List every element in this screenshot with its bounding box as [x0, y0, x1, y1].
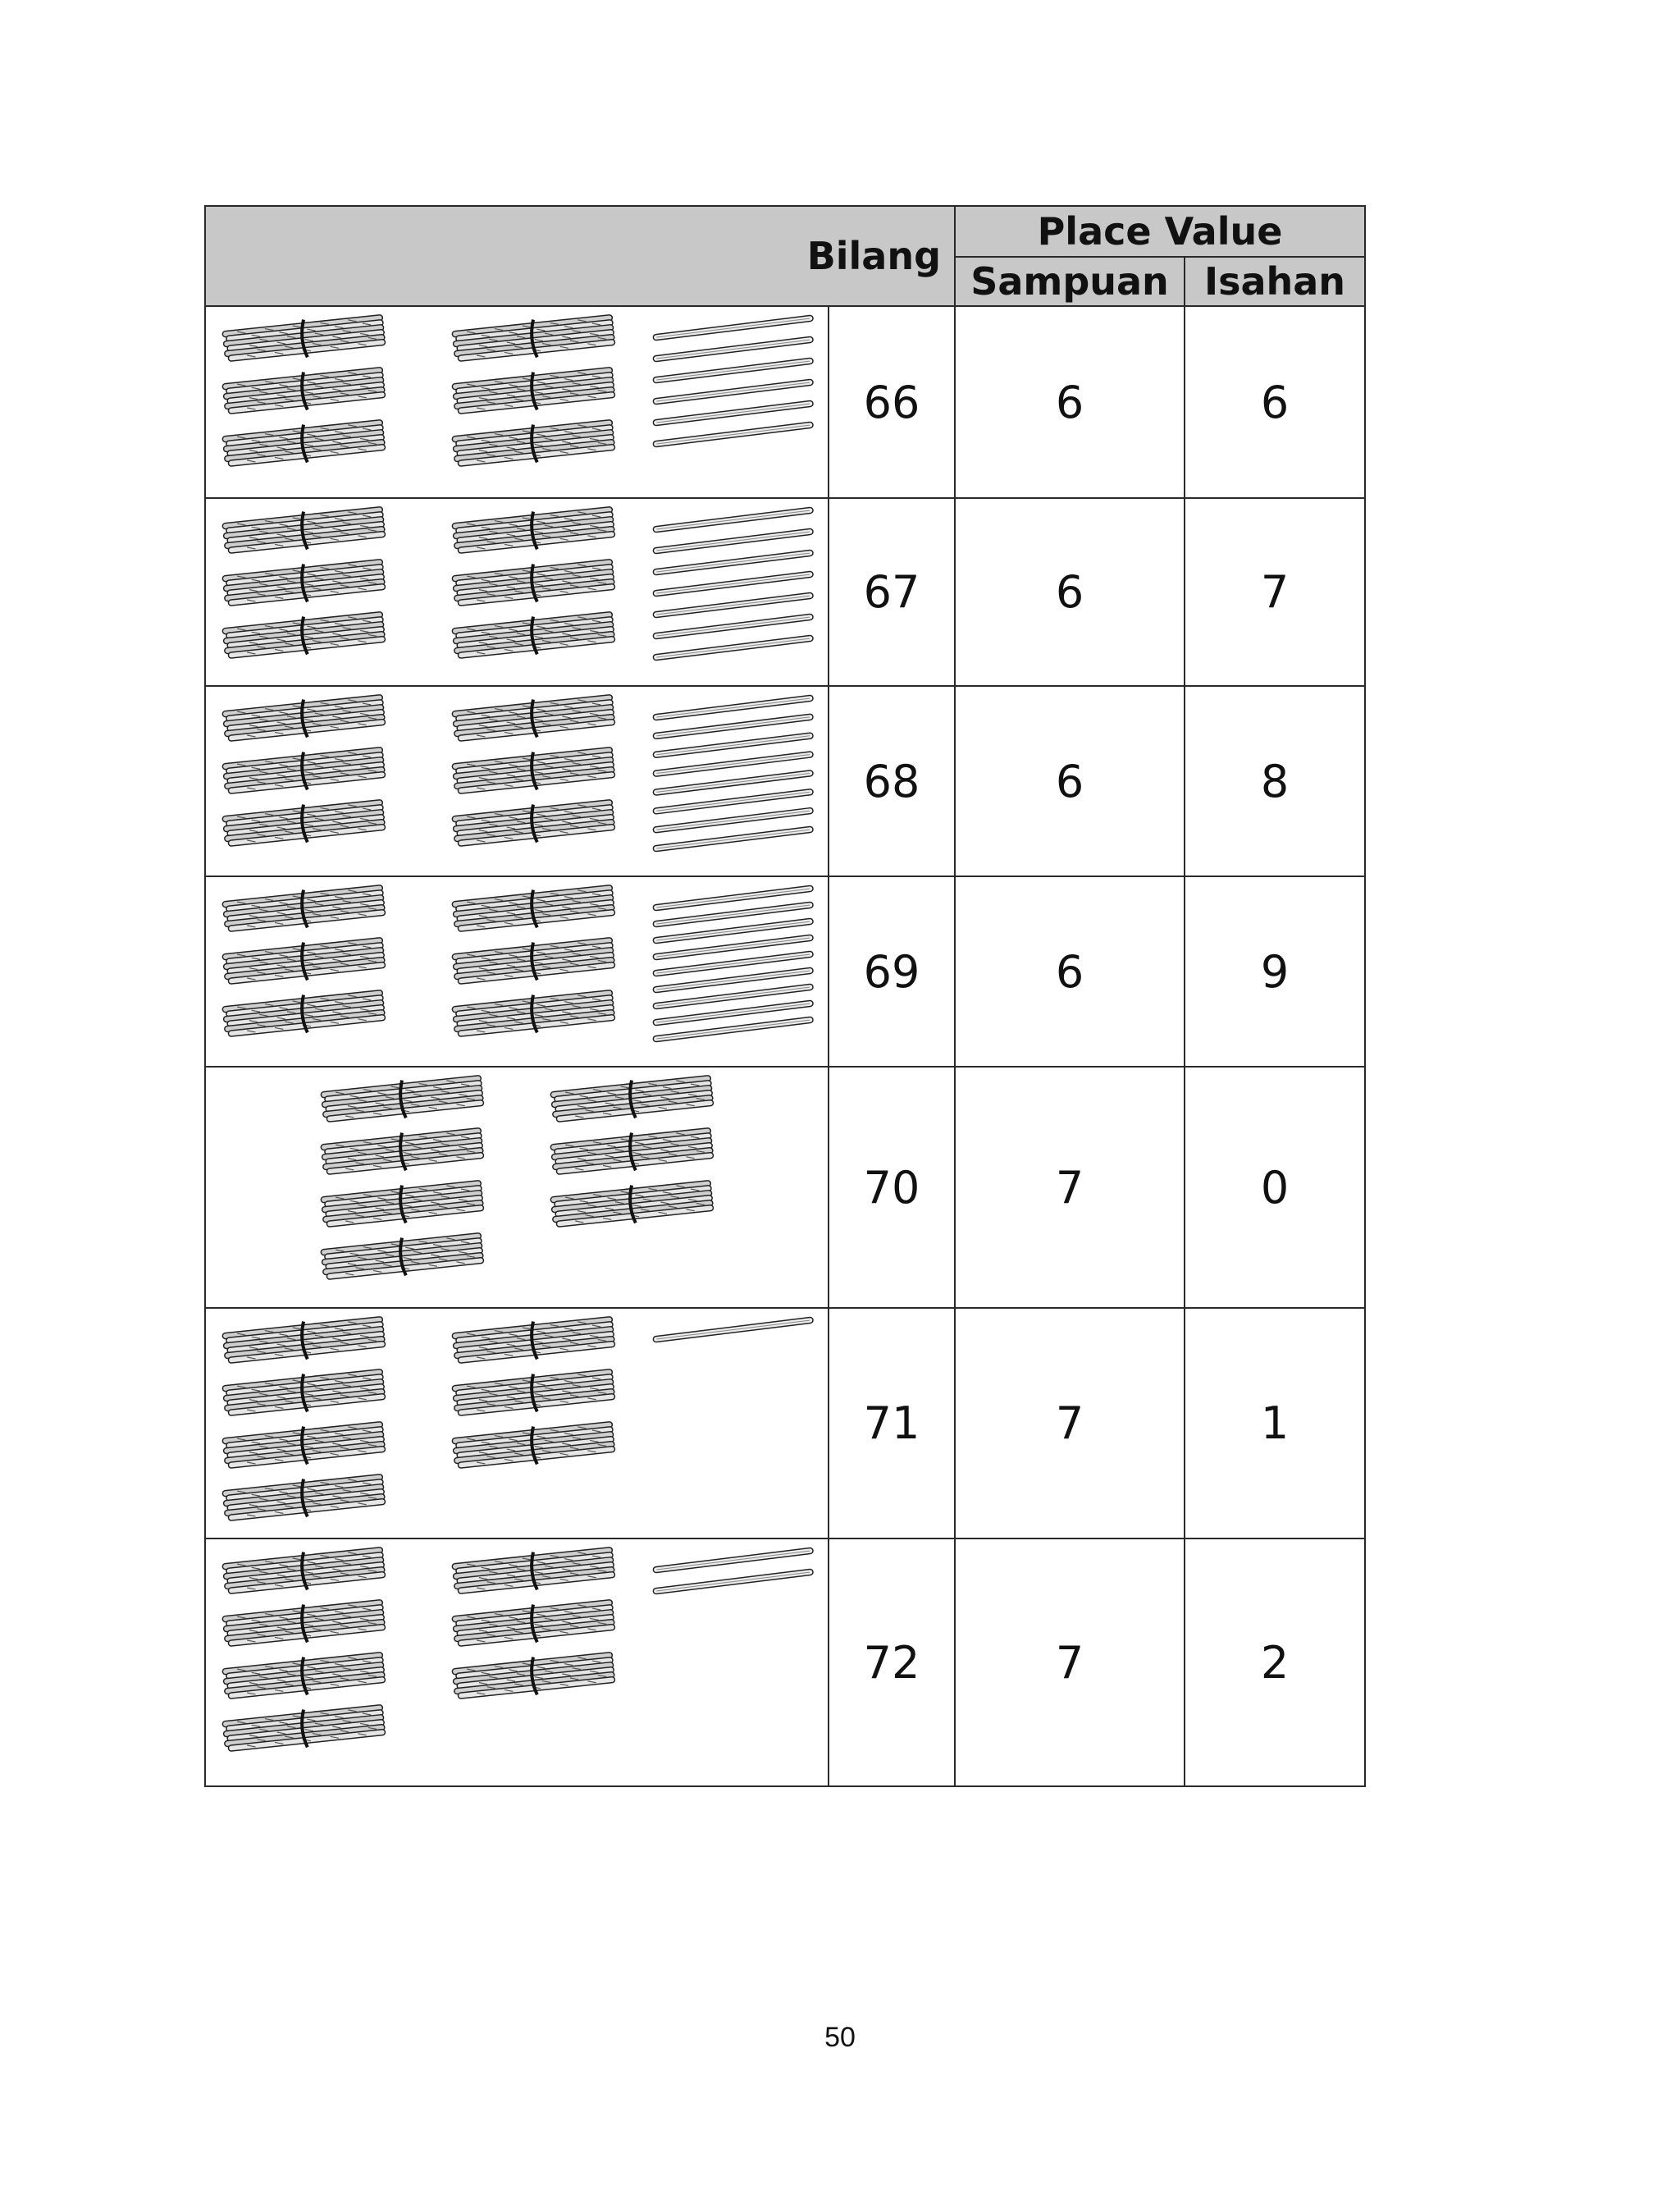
bundle-of-ten-icon — [550, 1177, 714, 1232]
ones-cell: 6 — [1185, 306, 1365, 498]
number-cell: 67 — [829, 498, 955, 686]
number-cell: 71 — [829, 1308, 955, 1538]
sticks-illustration — [206, 499, 828, 685]
single-stick-icon — [653, 336, 813, 362]
bundle-of-ten-icon — [452, 1649, 616, 1703]
header-ones: Isahan — [1185, 257, 1365, 306]
bundle-of-ten-icon — [452, 1597, 616, 1651]
ones-cell: 0 — [1185, 1067, 1365, 1308]
bundle-of-ten-icon — [222, 1649, 386, 1703]
bundle-picture-cell — [205, 876, 829, 1067]
number-cell: 69 — [829, 876, 955, 1067]
bundle-of-ten-icon — [321, 1230, 485, 1284]
bundle-of-ten-icon — [452, 1366, 616, 1420]
tens-cell: 7 — [955, 1538, 1185, 1786]
bundle-of-ten-icon — [222, 1419, 386, 1473]
header-place-value: Place Value — [955, 206, 1365, 257]
single-stick-icon — [653, 635, 813, 661]
single-stick-icon — [653, 400, 813, 426]
bundle-of-ten-icon — [321, 1125, 485, 1179]
tens-cell: 6 — [955, 876, 1185, 1067]
single-stick-icon — [653, 550, 813, 575]
bundle-of-ten-icon — [452, 312, 616, 366]
ones-cell: 1 — [1185, 1308, 1365, 1538]
bundle-picture-cell — [205, 306, 829, 498]
number-cell: 70 — [829, 1067, 955, 1308]
bundle-of-ten-icon — [452, 364, 616, 418]
single-stick-icon — [653, 1548, 813, 1573]
tens-cell: 7 — [955, 1308, 1185, 1538]
bundle-of-ten-icon — [222, 1597, 386, 1651]
sticks-illustration — [206, 1309, 828, 1538]
single-stick-icon — [653, 528, 813, 554]
sticks-illustration — [206, 687, 828, 876]
single-stick-icon — [653, 614, 813, 639]
table-row — [205, 1067, 1365, 1308]
bundle-of-ten-icon — [222, 987, 386, 1041]
bundle-picture-cell — [205, 686, 829, 876]
bundle-of-ten-icon — [222, 556, 386, 610]
bundle-of-ten-icon — [452, 1419, 616, 1473]
bundle-picture-cell — [205, 1308, 829, 1538]
bundle-of-ten-icon — [222, 312, 386, 366]
bundle-of-ten-icon — [452, 417, 616, 471]
bundle-of-ten-icon — [222, 1366, 386, 1420]
bundle-of-ten-icon — [452, 744, 616, 798]
bundle-of-ten-icon — [452, 935, 616, 989]
single-stick-icon — [653, 315, 813, 341]
ones-cell: 7 — [1185, 498, 1365, 686]
table-row — [205, 686, 1365, 876]
bundle-of-ten-icon — [222, 935, 386, 989]
number-cell: 72 — [829, 1538, 955, 1786]
bundle-of-ten-icon — [550, 1125, 714, 1179]
bundle-of-ten-icon — [222, 1702, 386, 1756]
bundle-of-ten-icon — [452, 1544, 616, 1598]
sticks-illustration — [206, 1068, 828, 1307]
bundle-of-ten-icon — [452, 987, 616, 1041]
page-number: 50 — [824, 2022, 856, 2053]
bundle-of-ten-icon — [222, 1314, 386, 1368]
bundle-picture-cell — [205, 1067, 829, 1308]
bundle-of-ten-icon — [222, 364, 386, 418]
sticks-illustration — [206, 307, 828, 497]
bundle-of-ten-icon — [452, 609, 616, 663]
tens-cell: 6 — [955, 306, 1185, 498]
bundle-of-ten-icon — [452, 797, 616, 851]
tens-cell: 7 — [955, 1067, 1185, 1308]
sticks-illustration — [206, 877, 828, 1066]
bundle-of-ten-icon — [321, 1072, 485, 1127]
bundle-of-ten-icon — [452, 1314, 616, 1368]
ones-cell: 8 — [1185, 686, 1365, 876]
bundle-of-ten-icon — [452, 556, 616, 610]
sticks-illustration — [206, 1539, 828, 1785]
single-stick-icon — [653, 379, 813, 405]
header-tens: Sampuan — [955, 257, 1185, 306]
ones-cell: 2 — [1185, 1538, 1365, 1786]
single-stick-icon — [653, 571, 813, 597]
number-cell: 66 — [829, 306, 955, 498]
bundle-of-ten-icon — [222, 1471, 386, 1525]
bundle-picture-cell — [205, 498, 829, 686]
bundle-of-ten-icon — [452, 882, 616, 936]
number-cell: 68 — [829, 686, 955, 876]
bundle-of-ten-icon — [452, 504, 616, 558]
tens-cell: 6 — [955, 686, 1185, 876]
bundle-picture-cell — [205, 1538, 829, 1786]
bundle-of-ten-icon — [222, 504, 386, 558]
single-stick-icon — [653, 1569, 813, 1594]
bundle-of-ten-icon — [550, 1072, 714, 1127]
bundle-of-ten-icon — [452, 692, 616, 746]
single-stick-icon — [653, 592, 813, 618]
table-row — [205, 1308, 1365, 1538]
single-stick-icon — [653, 358, 813, 383]
bundle-of-ten-icon — [222, 417, 386, 471]
bundle-of-ten-icon — [321, 1177, 485, 1232]
tens-cell: 6 — [955, 498, 1185, 686]
header-number: Bilang — [205, 206, 955, 306]
table-row — [205, 876, 1365, 1067]
single-stick-icon — [653, 1317, 813, 1342]
table-row — [205, 306, 1365, 498]
ones-cell: 9 — [1185, 876, 1365, 1067]
bundle-of-ten-icon — [222, 744, 386, 798]
single-stick-icon — [653, 507, 813, 533]
bundle-of-ten-icon — [222, 609, 386, 663]
bundle-of-ten-icon — [222, 882, 386, 936]
bundle-of-ten-icon — [222, 1544, 386, 1598]
single-stick-icon — [653, 422, 813, 447]
bundle-of-ten-icon — [222, 797, 386, 851]
bundle-of-ten-icon — [222, 692, 386, 746]
table-row — [205, 498, 1365, 686]
place-value-table — [204, 205, 1366, 1787]
table-row — [205, 1538, 1365, 1786]
